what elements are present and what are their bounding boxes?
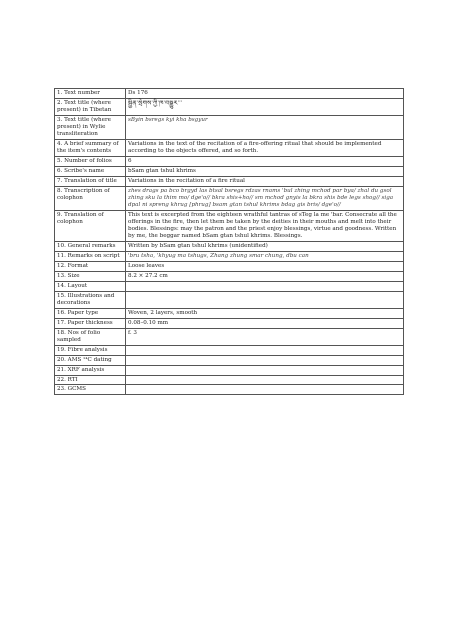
table-row	[55, 281, 404, 291]
row-value	[126, 355, 404, 365]
table-row	[55, 210, 404, 241]
row-value: 8.2 × 27.2 cm	[126, 271, 404, 281]
table-row	[55, 345, 404, 355]
row-value: Woven, 2 layers, smooth	[126, 308, 404, 318]
row-value: Written by bSam gtan tshul khrims (unidentified)	[126, 241, 404, 251]
row-value	[126, 365, 404, 375]
row-label: 2. Text title (where present) in Tibetan	[55, 98, 126, 115]
table-row	[55, 355, 404, 365]
table-row	[55, 156, 404, 166]
row-label: 3. Text title (where present) in Wylie transliteration	[55, 115, 126, 139]
row-label: 7. Translation of title	[55, 176, 126, 186]
row-label: 19. Fibre analysis	[55, 345, 126, 355]
table-row	[55, 241, 404, 251]
row-value: Variations in the text of the recitation of a fire-offering ritual that should be implemented according to the objects offered, and so forth.	[126, 139, 404, 156]
table-row	[55, 89, 404, 99]
table-row	[55, 98, 404, 115]
row-label: 20. AMS ¹⁴C dating	[55, 355, 126, 365]
row-label: 6. Scribe's name	[55, 166, 126, 176]
row-value: This text is excerpted from the eighteen wrathful tantras of sTeg la me 'bar. Consecrate all the offerings in the fire, then let them be taken by the deities in their mouths and melt into their bodies. Blessings: may the patron and the priest enjoy blessings, virtue and goodness. Written by me, the beggar named bSam gtan tshul khrims. Blessings.	[126, 210, 404, 241]
row-value: 6	[126, 156, 404, 166]
row-value: Ds 176	[126, 89, 404, 99]
table-row	[55, 139, 404, 156]
table-row	[55, 328, 404, 345]
row-value: སྦྱིན་སྲེགས་ཀྱི་ཁ་བསྒྱུར་་་	[126, 98, 404, 115]
row-label: 17. Paper thickness	[55, 318, 126, 328]
table-row	[55, 375, 404, 385]
row-label: 13. Size	[55, 271, 126, 281]
row-label: 12. Format	[55, 261, 126, 271]
row-label: 5. Number of folios	[55, 156, 126, 166]
row-value: Variations in the recitation of a fire ritual	[126, 176, 404, 186]
row-value: zhes drags pa bco brgyd las btsal bsregs rdzas rnams 'bul zhing mchod par bya/ zhal du gsol zhing sku la thim mo/ dge'o// bkra shis+ho// sm mchod gnyis la bkra shis bde legs shog// siga dpal ni spreng khrug [phrug] bsam gtan tshul khrims bdag gis bris/ dge'o//	[126, 186, 404, 210]
row-label: 11. Remarks on script	[55, 251, 126, 261]
row-value: 0.08–0.10 mm	[126, 318, 404, 328]
row-label: 23. GCMS	[55, 385, 126, 395]
catalogue-table	[54, 88, 404, 395]
row-label: 9. Translation of colophon	[55, 210, 126, 241]
table-row	[55, 166, 404, 176]
row-label: 1. Text number	[55, 89, 126, 99]
row-value	[126, 375, 404, 385]
table-row	[55, 251, 404, 261]
row-label: 8. Transcription of colophon	[55, 186, 126, 210]
row-label: 22. RTI	[55, 375, 126, 385]
row-label: 16. Paper type	[55, 308, 126, 318]
row-value: sByin bsregs kyi kha bsgyur	[126, 115, 404, 139]
row-value: bSam gtan tshul khrims	[126, 166, 404, 176]
row-value	[126, 345, 404, 355]
row-label: 21. XRF analysis	[55, 365, 126, 375]
table-row	[55, 318, 404, 328]
table-row	[55, 261, 404, 271]
row-value	[126, 291, 404, 308]
table-row	[55, 365, 404, 375]
table-row	[55, 385, 404, 395]
row-label: 4. A brief summary of the item's contents	[55, 139, 126, 156]
row-label: 10. General remarks	[55, 241, 126, 251]
row-label: 18. Nos of folio sampled	[55, 328, 126, 345]
row-value	[126, 385, 404, 395]
table-row	[55, 291, 404, 308]
table-row	[55, 271, 404, 281]
row-value	[126, 281, 404, 291]
row-value: f. 3	[126, 328, 404, 345]
table-row	[55, 176, 404, 186]
row-value: 'bru tsha, 'khyug ma tshugs, Zhang zhung smar chung, dbu can	[126, 251, 404, 261]
row-label: 14. Layout	[55, 281, 126, 291]
table-row	[55, 186, 404, 210]
table-row	[55, 308, 404, 318]
table-row	[55, 115, 404, 139]
row-label: 15. Illustrations and decorations	[55, 291, 126, 308]
row-value: Loose leaves	[126, 261, 404, 271]
